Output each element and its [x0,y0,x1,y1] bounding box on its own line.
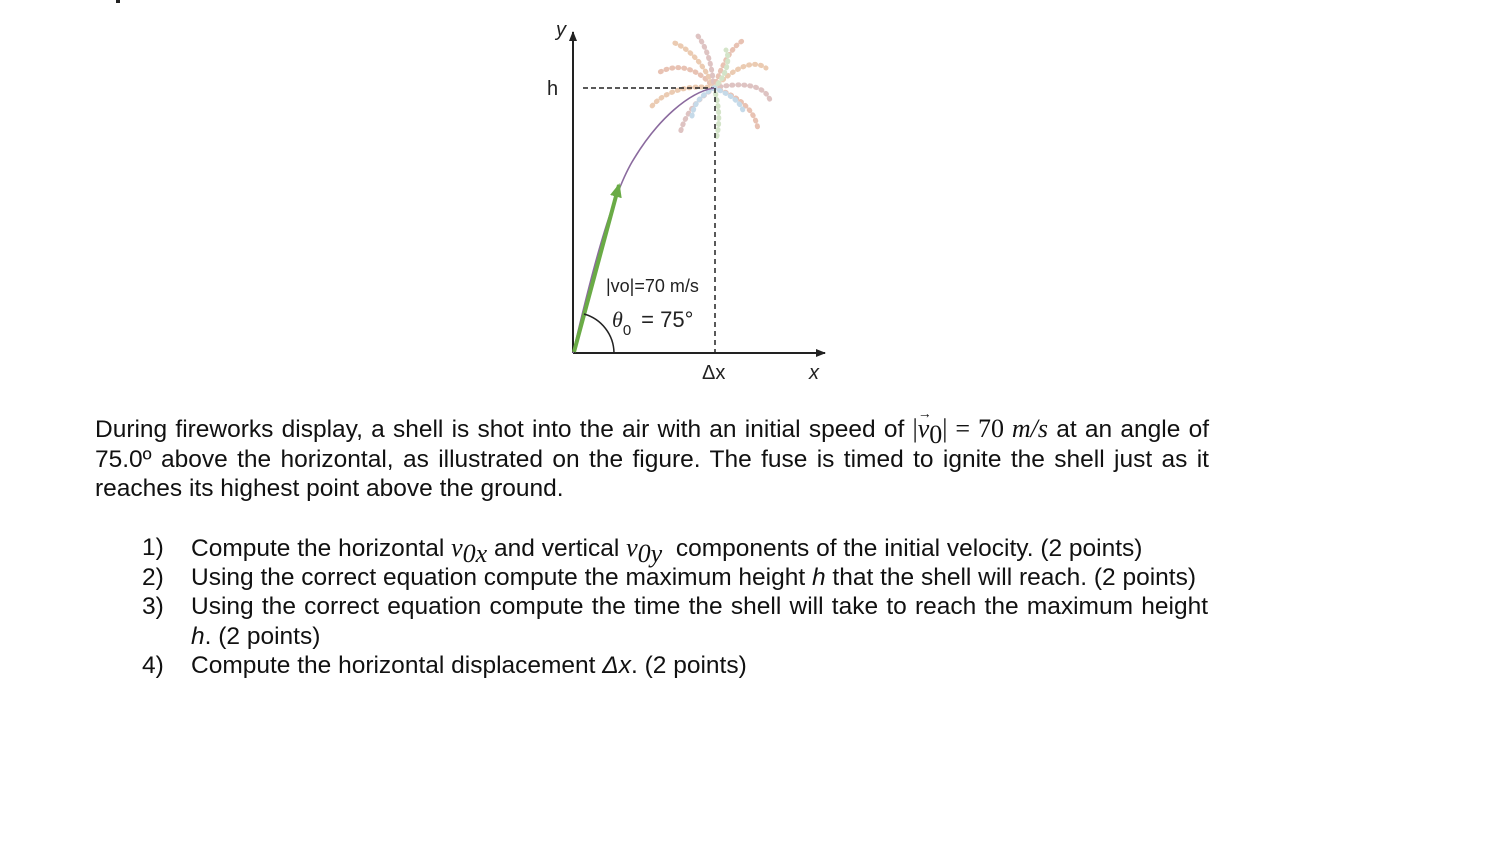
problem-statement [95,414,1209,504]
question-text: Using the correct equation compute the maximum height [191,564,812,592]
question-text: Compute the horizontal [191,535,452,562]
vox-subscript: 0x [462,538,488,568]
vox-symbol: v [451,533,463,562]
x-axis-label: x [809,362,819,384]
abs-bar-left: | [912,414,918,443]
height-variable: h [191,622,205,650]
question-number: 4) [142,651,164,679]
question-item [142,563,1208,592]
height-variable: h [811,564,826,592]
question-item [142,651,1208,680]
question-text: and vertical [487,535,627,562]
question-number: 3) [142,593,164,621]
question-text: Compute the horizontal displacement [191,651,603,679]
y-axis-label: y [556,19,566,41]
angle-subscript: 0 [622,322,632,339]
angle-arc [584,314,614,353]
question-text: components of the initial velocity. (2 points) [662,535,1143,562]
speed-unit: m/s [1011,414,1049,443]
voy-symbol: v [626,533,638,562]
projectile-figure [0,0,1488,400]
displacement-label: Δx [702,362,726,384]
velocity-vector-symbol: → v [918,414,930,444]
question-list [142,533,1208,680]
question-number: 1) [142,534,164,561]
question-text: . (2 points) [630,651,747,679]
height-label: h [547,78,559,100]
speed-label: |vo|=70 m/s [606,276,699,296]
intro-text: During fireworks display, a shell is shot into the air with an initial speed of [95,416,913,443]
displacement-variable: Δx [602,651,631,679]
question-item [142,592,1208,650]
question-text: Using the correct equation compute the time the shell will take to reach the maximum height [191,593,1208,621]
velocity-vector-subscript: 0 [929,419,943,449]
speed-equation: | = 70 [942,414,1012,443]
intro-text-continued: at an angle of 75.0º above the horizontal, as illustrated on the figure. The fuse is timed to ignite the shell just as it reaches its highest point above the ground. [95,416,1210,502]
question-text: . (2 points) [204,622,321,650]
question-text: that the shell will reach. (2 points) [825,564,1197,592]
question-number: 2) [142,564,164,592]
angle-label [612,307,693,339]
voy-subscript: 0y [637,538,663,568]
angle-symbol: θ [612,307,623,332]
question-item [142,533,1208,568]
angle-value: = 75° [641,307,694,332]
